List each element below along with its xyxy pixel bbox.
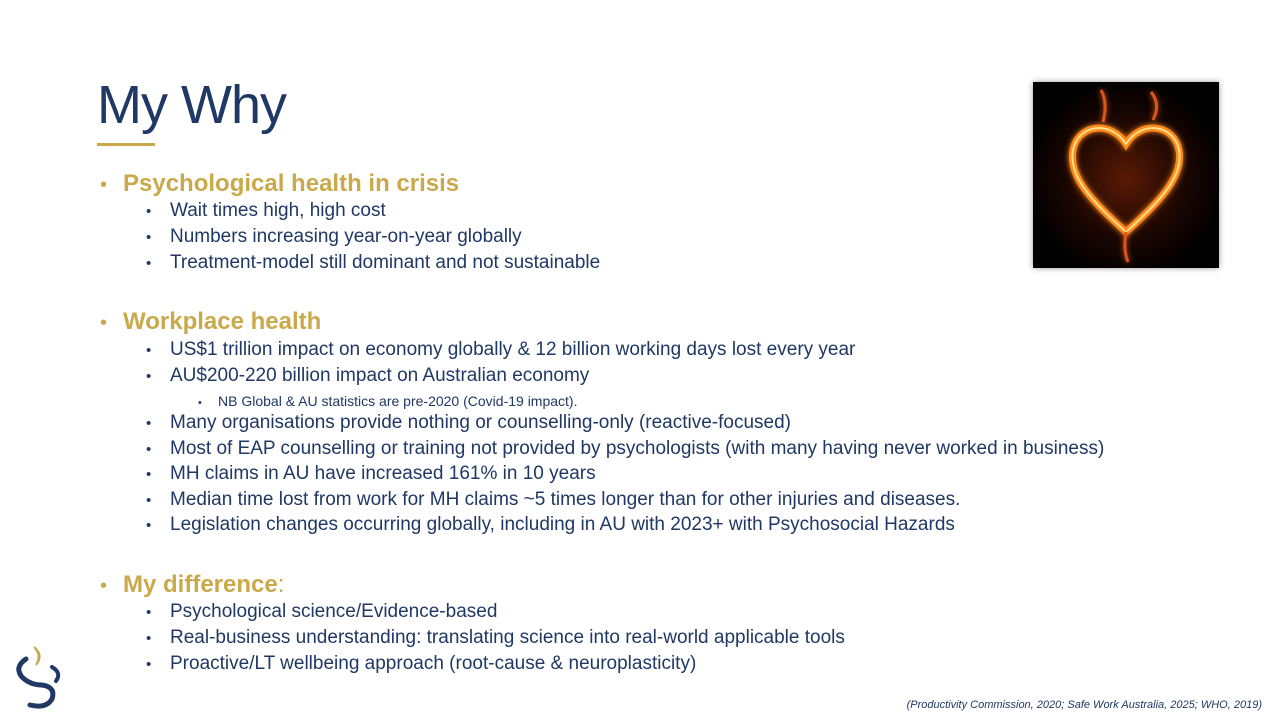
- heading-text: Workplace health: [123, 308, 322, 335]
- bullet: •: [100, 575, 108, 597]
- logo-icon: [12, 645, 68, 711]
- list-item: [146, 514, 955, 536]
- bullet: •: [146, 255, 152, 272]
- item-text: Real-business understanding: translating science into real-world applicable tools: [170, 627, 845, 648]
- list-item: [146, 489, 960, 511]
- item-text: Proactive/LT wellbeing approach (root-cause & neuroplasticity): [170, 653, 697, 674]
- bullet: •: [146, 415, 152, 432]
- bullet: •: [100, 174, 108, 196]
- note-text: NB Global & AU statistics are pre-2020 (Covid-19 impact).: [218, 393, 578, 409]
- item-text: US$1 trillion impact on economy globally & 12 billion working days lost every year: [170, 339, 856, 360]
- heading-suffix: :: [277, 571, 285, 598]
- section-heading-psychological-health: [100, 170, 459, 198]
- bullet: •: [146, 492, 152, 509]
- item-text: Many organisations provide nothing or counselling-only (reactive-focused): [170, 412, 791, 433]
- item-text: Psychological science/Evidence-based: [170, 601, 498, 622]
- list-item: [146, 200, 386, 222]
- company-logo: [12, 645, 68, 711]
- title-underline: [97, 143, 155, 146]
- bullet: •: [198, 397, 202, 409]
- bullet: •: [146, 604, 152, 621]
- item-text: Legislation changes occurring globally, including in AU with 2023+ with Psychosocial Hazards: [170, 514, 955, 535]
- bullet: •: [146, 229, 152, 246]
- heading-text: My difference: [123, 571, 278, 598]
- flaming-heart-image: [1033, 82, 1219, 268]
- list-item: [146, 339, 855, 361]
- heading-text: Psychological health in crisis: [123, 170, 460, 197]
- section-heading-my-difference: [100, 571, 284, 599]
- list-item: [146, 653, 696, 675]
- section-heading-workplace-health: [100, 308, 321, 336]
- item-text: Most of EAP counselling or training not provided by psychologists (with many having never worked in business): [170, 438, 1105, 459]
- list-item: [146, 627, 845, 649]
- list-item: [146, 365, 589, 387]
- bullet: •: [146, 203, 152, 220]
- list-item: [146, 438, 1104, 460]
- bullet: •: [146, 441, 152, 458]
- item-text: Numbers increasing year-on-year globally: [170, 226, 522, 247]
- bullet: •: [100, 312, 108, 334]
- bullet: •: [146, 630, 152, 647]
- item-text: MH claims in AU have increased 161% in 10 years: [170, 463, 596, 484]
- bullet: •: [146, 517, 152, 534]
- list-item: [146, 463, 596, 485]
- item-text: Treatment-model still dominant and not sustainable: [170, 252, 601, 273]
- slide-title: My Why: [97, 75, 286, 135]
- list-item: [146, 601, 497, 623]
- list-item: [146, 412, 791, 434]
- citation: (Productivity Commission, 2020; Safe Work Australia, 2025; WHO, 2019): [906, 699, 1262, 711]
- bullet: •: [146, 342, 152, 359]
- list-item: [146, 226, 522, 248]
- bullet: •: [146, 368, 152, 385]
- heart-icon: [1033, 82, 1219, 268]
- bullet: •: [146, 656, 152, 673]
- sub-note: [198, 393, 577, 409]
- item-text: Median time lost from work for MH claims ~5 times longer than for other injuries and diseases.: [170, 489, 961, 510]
- item-text: Wait times high, high cost: [170, 200, 386, 221]
- item-text: AU$200-220 billion impact on Australian economy: [170, 365, 590, 386]
- bullet: •: [146, 466, 152, 483]
- list-item: [146, 252, 600, 274]
